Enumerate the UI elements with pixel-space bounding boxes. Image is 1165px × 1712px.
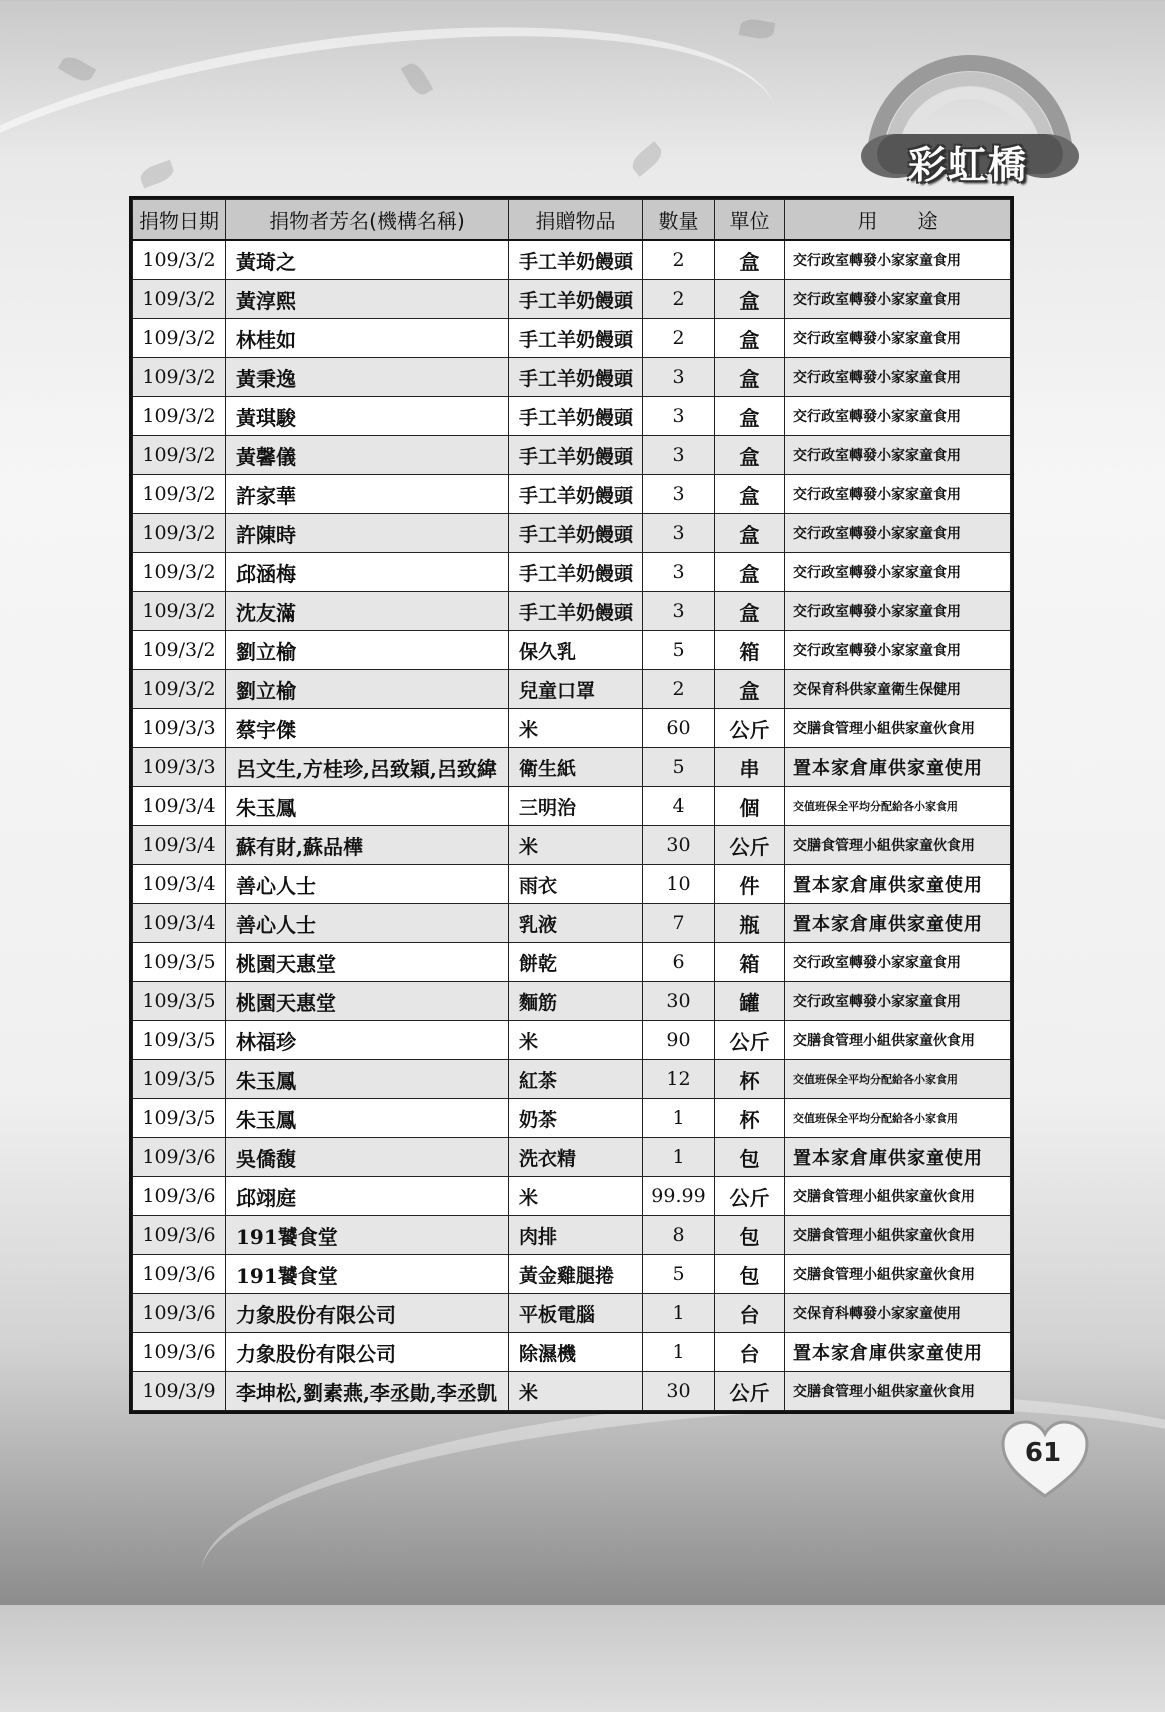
cell-qty: 3	[643, 436, 715, 475]
cell-date: 109/3/6	[133, 1177, 226, 1216]
cell-use: 交膳食管理小組供家童伙食用	[785, 1255, 1011, 1294]
cell-qty: 1	[643, 1294, 715, 1333]
cell-qty: 3	[643, 592, 715, 631]
cell-donor: 善心人士	[226, 865, 509, 904]
cell-unit: 串	[715, 748, 785, 787]
cell-donor: 力象股份有限公司	[226, 1294, 509, 1333]
cell-unit: 台	[715, 1333, 785, 1372]
cell-donor: 邱涵梅	[226, 553, 509, 592]
cell-date: 109/3/6	[133, 1138, 226, 1177]
header-donor: 捐物者芳名(機構名稱)	[226, 200, 509, 241]
table-row	[133, 319, 1011, 358]
cell-unit: 公斤	[715, 1372, 785, 1411]
cell-qty: 1	[643, 1099, 715, 1138]
cell-qty: 99.99	[643, 1177, 715, 1216]
cell-use: 交行政室轉發小家家童食用	[785, 436, 1011, 475]
cell-use: 交值班保全平均分配給各小家食用	[785, 787, 1011, 826]
cell-unit: 盒	[715, 319, 785, 358]
cell-unit: 盒	[715, 280, 785, 319]
table-header-row	[133, 200, 1011, 241]
cell-donor: 林桂如	[226, 319, 509, 358]
cell-date: 109/3/3	[133, 748, 226, 787]
cell-item: 奶茶	[509, 1099, 643, 1138]
cell-donor: 朱玉鳳	[226, 1099, 509, 1138]
cell-date: 109/3/2	[133, 592, 226, 631]
cell-unit: 盒	[715, 475, 785, 514]
cell-item: 手工羊奶饅頭	[509, 553, 643, 592]
cell-item: 手工羊奶饅頭	[509, 319, 643, 358]
cell-qty: 30	[643, 826, 715, 865]
cell-use: 置本家倉庫供家童使用	[785, 904, 1011, 943]
cell-unit: 杯	[715, 1099, 785, 1138]
cell-item: 雨衣	[509, 865, 643, 904]
cell-qty: 10	[643, 865, 715, 904]
cell-unit: 杯	[715, 1060, 785, 1099]
cell-use: 交行政室轉發小家家童食用	[785, 280, 1011, 319]
petal-decoration	[138, 160, 176, 189]
cell-item: 米	[509, 1372, 643, 1411]
cell-use: 交膳食管理小組供家童伙食用	[785, 1021, 1011, 1060]
cell-unit: 盒	[715, 670, 785, 709]
cell-unit: 公斤	[715, 1177, 785, 1216]
cell-donor: 蔡宇傑	[226, 709, 509, 748]
cell-donor: 191饕食堂	[226, 1255, 509, 1294]
petal-decoration	[58, 53, 96, 86]
header-date: 捐物日期	[133, 200, 226, 241]
cell-donor: 劉立榆	[226, 631, 509, 670]
table-row	[133, 553, 1011, 592]
cell-qty: 60	[643, 709, 715, 748]
cell-qty: 1	[643, 1138, 715, 1177]
cell-item: 米	[509, 1177, 643, 1216]
cell-donor: 黃淳熙	[226, 280, 509, 319]
cell-date: 109/3/5	[133, 943, 226, 982]
cell-donor: 朱玉鳳	[226, 787, 509, 826]
cell-use: 交保育科供家童衛生保健用	[785, 670, 1011, 709]
cell-donor: 呂文生,方桂珍,呂致穎,呂致緯	[226, 748, 509, 787]
cell-use: 置本家倉庫供家童使用	[785, 865, 1011, 904]
cell-donor: 黃琦之	[226, 240, 509, 280]
table-row	[133, 1333, 1011, 1372]
cell-use: 交保育科轉發小家家童使用	[785, 1294, 1011, 1333]
cell-item: 黃金雞腿捲	[509, 1255, 643, 1294]
cell-unit: 盒	[715, 397, 785, 436]
header-item: 捐贈物品	[509, 200, 643, 241]
cell-use: 交行政室轉發小家家童食用	[785, 514, 1011, 553]
table-row	[133, 592, 1011, 631]
cell-item: 洗衣精	[509, 1138, 643, 1177]
table-row	[133, 865, 1011, 904]
table-row	[133, 1216, 1011, 1255]
cell-item: 手工羊奶饅頭	[509, 514, 643, 553]
cell-donor: 沈友滿	[226, 592, 509, 631]
cell-donor: 劉立榆	[226, 670, 509, 709]
cell-use: 交行政室轉發小家家童食用	[785, 240, 1011, 280]
cell-use: 交行政室轉發小家家童食用	[785, 982, 1011, 1021]
table-row	[133, 748, 1011, 787]
table-row	[133, 982, 1011, 1021]
cell-use: 交行政室轉發小家家童食用	[785, 553, 1011, 592]
table-row	[133, 1060, 1011, 1099]
table-row	[133, 904, 1011, 943]
background-swirl	[192, 1362, 1165, 1712]
cell-item: 三明治	[509, 787, 643, 826]
cell-donor: 桃園天惠堂	[226, 943, 509, 982]
cell-use: 交行政室轉發小家家童食用	[785, 397, 1011, 436]
cell-item: 手工羊奶饅頭	[509, 475, 643, 514]
cell-unit: 包	[715, 1216, 785, 1255]
cell-date: 109/3/4	[133, 865, 226, 904]
table-row	[133, 709, 1011, 748]
cell-qty: 3	[643, 358, 715, 397]
cell-donor: 黃琪駿	[226, 397, 509, 436]
cell-qty: 12	[643, 1060, 715, 1099]
cell-qty: 2	[643, 240, 715, 280]
cell-unit: 件	[715, 865, 785, 904]
cell-use: 交膳食管理小組供家童伙食用	[785, 1216, 1011, 1255]
table-row	[133, 1372, 1011, 1411]
donation-table	[129, 196, 1014, 1414]
logo-text: 彩虹橋	[907, 143, 1028, 187]
table-row	[133, 397, 1011, 436]
table-row	[133, 943, 1011, 982]
cell-unit: 公斤	[715, 826, 785, 865]
cell-date: 109/3/5	[133, 1060, 226, 1099]
cell-date: 109/3/2	[133, 397, 226, 436]
table-row	[133, 631, 1011, 670]
cell-use: 置本家倉庫供家童使用	[785, 748, 1011, 787]
cell-qty: 5	[643, 631, 715, 670]
header-unit: 單位	[715, 200, 785, 241]
cell-item: 手工羊奶饅頭	[509, 436, 643, 475]
table-row	[133, 787, 1011, 826]
cell-unit: 盒	[715, 358, 785, 397]
table-row	[133, 1138, 1011, 1177]
table-body	[133, 240, 1011, 1411]
cell-item: 米	[509, 1021, 643, 1060]
cell-unit: 包	[715, 1255, 785, 1294]
header-qty: 數量	[643, 200, 715, 241]
cell-qty: 3	[643, 475, 715, 514]
cell-item: 除濕機	[509, 1333, 643, 1372]
petal-decoration	[628, 141, 666, 177]
cell-donor: 林福珍	[226, 1021, 509, 1060]
cell-item: 手工羊奶饅頭	[509, 240, 643, 280]
table-row	[133, 240, 1011, 280]
cell-use: 交膳食管理小組供家童伙食用	[785, 1177, 1011, 1216]
cell-date: 109/3/6	[133, 1255, 226, 1294]
cell-unit: 盒	[715, 592, 785, 631]
cell-qty: 3	[643, 397, 715, 436]
cell-date: 109/3/4	[133, 904, 226, 943]
cell-item: 衛生紙	[509, 748, 643, 787]
cell-unit: 盒	[715, 436, 785, 475]
cell-use: 交值班保全平均分配給各小家食用	[785, 1099, 1011, 1138]
petal-decoration	[739, 17, 776, 41]
cell-date: 109/3/5	[133, 1021, 226, 1060]
cell-date: 109/3/9	[133, 1372, 226, 1411]
cell-date: 109/3/2	[133, 280, 226, 319]
cell-use: 交膳食管理小組供家童伙食用	[785, 1372, 1011, 1411]
cell-item: 手工羊奶饅頭	[509, 592, 643, 631]
cell-unit: 盒	[715, 240, 785, 280]
cell-donor: 李坤松,劉素燕,李丞勛,李丞凱	[226, 1372, 509, 1411]
table-row	[133, 1255, 1011, 1294]
cell-qty: 1	[643, 1333, 715, 1372]
table-row	[133, 1294, 1011, 1333]
table-row	[133, 826, 1011, 865]
cell-donor: 黃馨儀	[226, 436, 509, 475]
cell-unit: 罐	[715, 982, 785, 1021]
cell-date: 109/3/4	[133, 826, 226, 865]
cell-donor: 蘇有財,蘇品樺	[226, 826, 509, 865]
cell-item: 保久乳	[509, 631, 643, 670]
cell-use: 交行政室轉發小家家童食用	[785, 592, 1011, 631]
cell-unit: 個	[715, 787, 785, 826]
cell-qty: 3	[643, 553, 715, 592]
cell-donor: 191饕食堂	[226, 1216, 509, 1255]
cell-qty: 90	[643, 1021, 715, 1060]
cell-use: 交膳食管理小組供家童伙食用	[785, 709, 1011, 748]
cell-unit: 台	[715, 1294, 785, 1333]
cell-unit: 瓶	[715, 904, 785, 943]
cell-use: 交行政室轉發小家家童食用	[785, 943, 1011, 982]
cell-unit: 箱	[715, 943, 785, 982]
cell-qty: 30	[643, 982, 715, 1021]
cell-qty: 7	[643, 904, 715, 943]
table-row	[133, 358, 1011, 397]
cell-unit: 公斤	[715, 709, 785, 748]
cell-item: 乳液	[509, 904, 643, 943]
cell-date: 109/3/2	[133, 358, 226, 397]
cell-item: 手工羊奶饅頭	[509, 280, 643, 319]
cell-donor: 朱玉鳳	[226, 1060, 509, 1099]
cell-date: 109/3/3	[133, 709, 226, 748]
cell-date: 109/3/6	[133, 1216, 226, 1255]
cell-use: 置本家倉庫供家童使用	[785, 1138, 1011, 1177]
cell-qty: 6	[643, 943, 715, 982]
table-row	[133, 1177, 1011, 1216]
cell-qty: 30	[643, 1372, 715, 1411]
table-row	[133, 1021, 1011, 1060]
cell-donor: 力象股份有限公司	[226, 1333, 509, 1372]
cell-qty: 4	[643, 787, 715, 826]
cell-donor: 許家華	[226, 475, 509, 514]
cell-use: 置本家倉庫供家童使用	[785, 1333, 1011, 1372]
cell-unit: 盒	[715, 553, 785, 592]
cell-date: 109/3/2	[133, 670, 226, 709]
table-row	[133, 1099, 1011, 1138]
page-number-badge	[1000, 1420, 1090, 1500]
cell-item: 米	[509, 709, 643, 748]
cell-qty: 2	[643, 280, 715, 319]
cell-unit: 公斤	[715, 1021, 785, 1060]
cell-date: 109/3/2	[133, 475, 226, 514]
cell-use: 交行政室轉發小家家童食用	[785, 319, 1011, 358]
cell-qty: 3	[643, 514, 715, 553]
table-row	[133, 670, 1011, 709]
cell-date: 109/3/2	[133, 514, 226, 553]
cell-date: 109/3/5	[133, 982, 226, 1021]
table-row	[133, 436, 1011, 475]
cell-use: 交值班保全平均分配給各小家食用	[785, 1060, 1011, 1099]
cell-donor: 善心人士	[226, 904, 509, 943]
cell-item: 紅茶	[509, 1060, 643, 1099]
cell-unit: 盒	[715, 514, 785, 553]
cell-item: 米	[509, 826, 643, 865]
cell-qty: 5	[643, 748, 715, 787]
header-use: 用 途	[785, 200, 1011, 241]
page-number: 61	[1024, 1438, 1062, 1468]
cell-date: 109/3/4	[133, 787, 226, 826]
cell-date: 109/3/2	[133, 240, 226, 280]
cell-qty: 2	[643, 319, 715, 358]
cell-date: 109/3/5	[133, 1099, 226, 1138]
cell-donor: 黃秉逸	[226, 358, 509, 397]
cell-item: 麵筋	[509, 982, 643, 1021]
cell-item: 手工羊奶饅頭	[509, 358, 643, 397]
cell-item: 兒童口罩	[509, 670, 643, 709]
cell-date: 109/3/2	[133, 436, 226, 475]
cell-qty: 8	[643, 1216, 715, 1255]
cell-qty: 5	[643, 1255, 715, 1294]
cell-date: 109/3/2	[133, 631, 226, 670]
cell-donor: 邱翊庭	[226, 1177, 509, 1216]
cell-date: 109/3/6	[133, 1294, 226, 1333]
cell-donor: 許陳時	[226, 514, 509, 553]
cell-item: 肉排	[509, 1216, 643, 1255]
cell-qty: 2	[643, 670, 715, 709]
cell-date: 109/3/2	[133, 553, 226, 592]
petal-decoration	[401, 60, 434, 98]
cell-date: 109/3/2	[133, 319, 226, 358]
cell-item: 平板電腦	[509, 1294, 643, 1333]
table-row	[133, 475, 1011, 514]
cell-date: 109/3/6	[133, 1333, 226, 1372]
rainbow-bridge-logo	[855, 48, 1085, 188]
cell-unit: 箱	[715, 631, 785, 670]
cell-item: 餅乾	[509, 943, 643, 982]
table-row	[133, 514, 1011, 553]
cell-donor: 桃園天惠堂	[226, 982, 509, 1021]
cell-unit: 包	[715, 1138, 785, 1177]
cell-item: 手工羊奶饅頭	[509, 397, 643, 436]
cell-use: 交行政室轉發小家家童食用	[785, 631, 1011, 670]
cell-use: 交行政室轉發小家家童食用	[785, 475, 1011, 514]
table-row	[133, 280, 1011, 319]
cell-use: 交膳食管理小組供家童伙食用	[785, 826, 1011, 865]
cell-use: 交行政室轉發小家家童食用	[785, 358, 1011, 397]
cell-donor: 吳僑馥	[226, 1138, 509, 1177]
